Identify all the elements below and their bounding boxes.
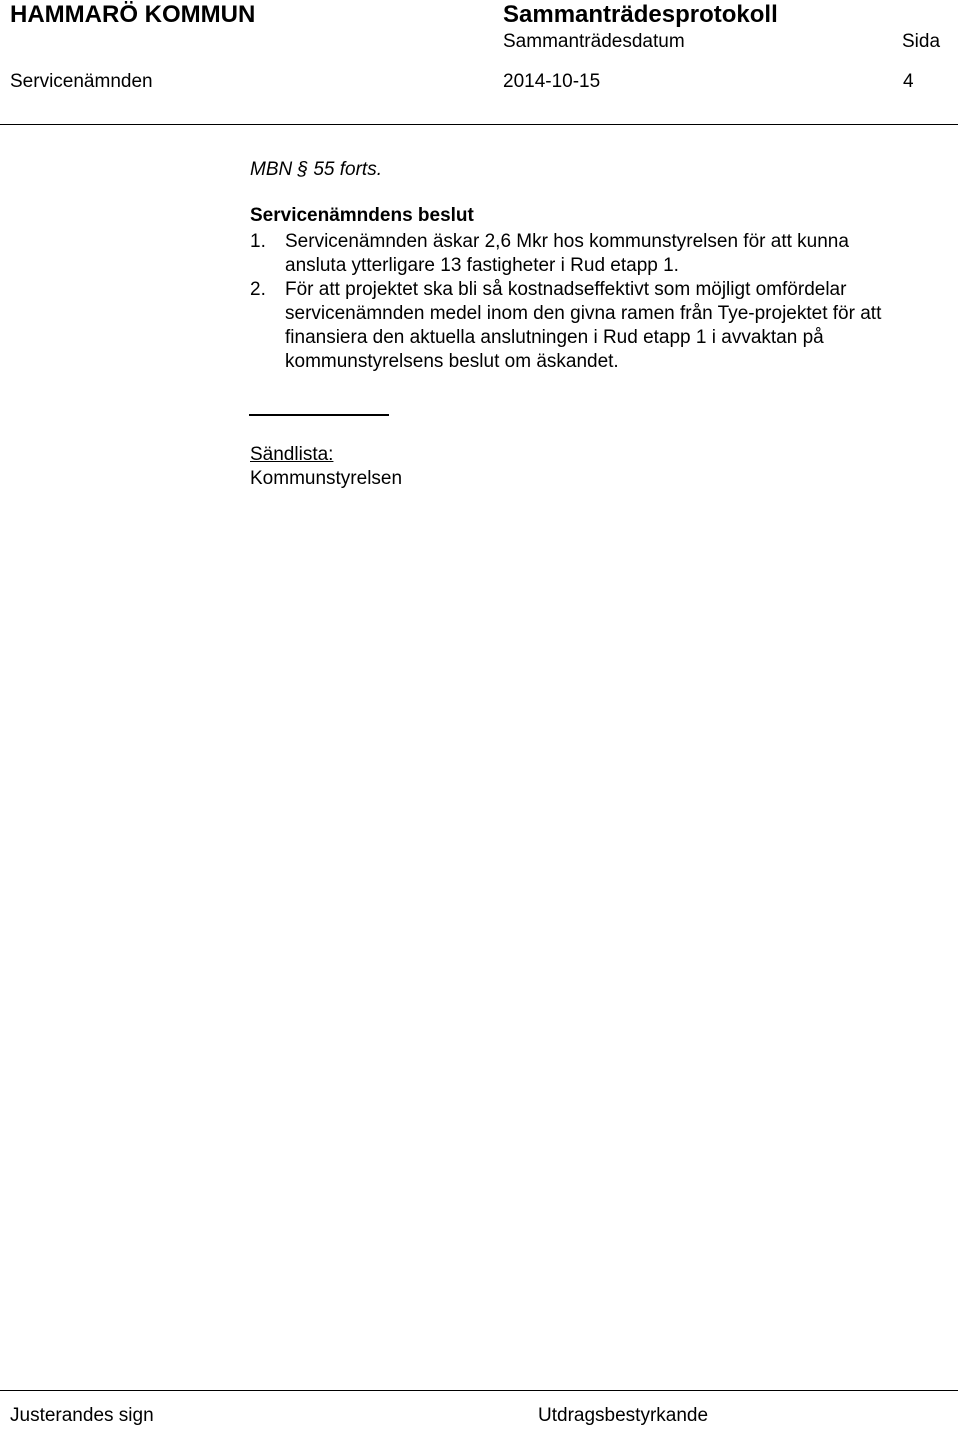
page-label: Sida — [902, 31, 941, 52]
decision-heading: Servicenämndens beslut — [250, 205, 474, 226]
decision-item — [250, 278, 890, 374]
committee-name: Servicenämnden — [10, 71, 153, 92]
distribution-item: Kommunstyrelsen — [250, 468, 403, 489]
distribution-heading: Sändlista: — [250, 444, 334, 465]
meeting-date-label: Sammanträdesdatum — [503, 31, 685, 52]
header-divider — [0, 124, 958, 125]
decision-text: Servicenämnden äskar 2,6 Mkr hos kommunstyrelsen för att kunna ansluta ytterligare 13 fastigheter i Rud etapp 1. — [285, 231, 849, 276]
section-divider — [249, 414, 389, 416]
adjuster-signature-label: Justerandes sign — [10, 1405, 154, 1426]
meeting-date: 2014-10-15 — [503, 71, 601, 92]
page-number: 4 — [903, 71, 914, 92]
case-reference: MBN § 55 forts. — [250, 159, 382, 180]
decision-text: För att projektet ska bli så kostnadseffektivt som möjligt omfördelar servicenämnden medel inom den givna ramen från Tye-projektet för att finansiera den aktuella anslutningen i Rud etapp 1 i avvaktan på kommunstyrelsens beslut om äskandet. — [285, 279, 882, 372]
decision-number: 1. — [250, 231, 266, 252]
footer-divider — [0, 1390, 958, 1391]
organization-name: HAMMARÖ KOMMUN — [10, 1, 256, 28]
decision-list — [250, 230, 890, 374]
document-type: Sammanträdesprotokoll — [503, 1, 778, 28]
decision-number: 2. — [250, 279, 266, 300]
extract-certification-label: Utdragsbestyrkande — [538, 1405, 709, 1426]
decision-item — [250, 230, 890, 278]
